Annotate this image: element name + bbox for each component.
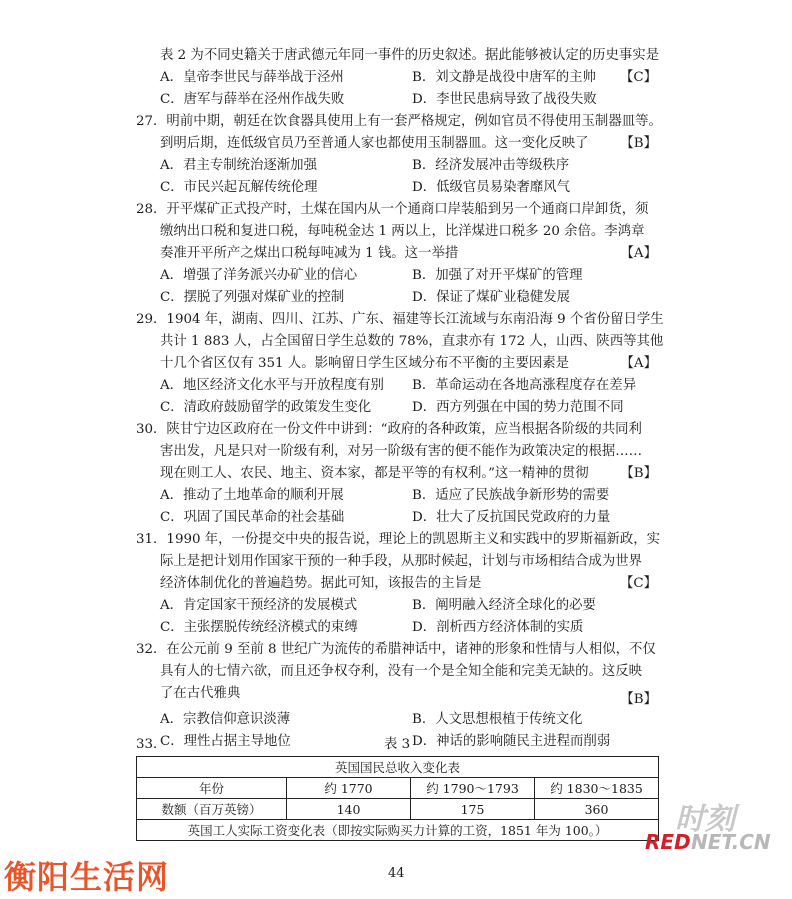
q32-line-2: 具有人的七情六欲，而且还争权夺利，没有一个是全知全能和完美无缺的。这反映: [160, 664, 643, 679]
q31-option-d: D．剖析西方经济体制的实质: [412, 620, 584, 635]
q26-option-a: A．皇帝李世民与薛举战于泾州: [160, 70, 344, 85]
table-header-cell: 约 1770: [287, 778, 411, 799]
q30-line-1: 30．陕甘宁边区政府在一份文件中讲到：“政府的各种政策，应当根据各阶级的共同利: [136, 422, 642, 437]
watermark-red-text: RED: [645, 830, 691, 854]
q26-stem: 表 2 为不同史籍关于唐武德元年同一事件的历史叙述。据此能够被认定的历史事实是: [160, 48, 660, 63]
q26-option-d: D．李世民患病导致了战役失败: [412, 92, 597, 107]
q31-line-2: 际上是把计划用作国家干预的一种手段，从那时候起，计划与市场相结合成为世界: [160, 554, 643, 569]
q31-option-b: B．阐明融入经济全球化的必要: [412, 598, 596, 613]
q31-line-1: 31．1990 年，一份提交中央的报告说，理论上的凯恩斯主义和实践中的罗斯福新政，实: [136, 532, 661, 547]
table-cell: 140: [287, 799, 411, 820]
table-header-row: [137, 778, 659, 799]
table-cell: 数额（百万英镑）: [137, 799, 287, 820]
q28-line-2: 缴纳出口税和复进口税，每吨税金达 1 两以上，比洋煤进口税多 20 余倍。李鸿章: [160, 224, 645, 239]
q28-option-d: D．保证了煤矿业稳健发展: [412, 290, 571, 305]
q30-line-3: 现在则工人、农民、地主、资本家，都是平等的有权利。”这一精神的贯彻: [160, 466, 589, 481]
table-title: 英国国民总收入变化表: [137, 757, 659, 778]
table-header-cell: 约 1830～1835: [535, 778, 659, 799]
watermark-logo-right: [645, 794, 775, 864]
q28-option-c: C．摆脱了列强对煤矿业的控制: [160, 290, 345, 305]
q31-line-3: 经济体制优化的普遍趋势。据此可知，该报告的主旨是: [160, 576, 482, 591]
q27-option-b: B．经济发展冲击等级秩序: [412, 158, 570, 173]
watermark-script-text: 时刻: [675, 802, 735, 837]
q28-answer: 【A】: [620, 246, 657, 261]
q31-answer: 【C】: [619, 576, 657, 591]
q30-option-d: D．壮大了反抗国民党政府的力量: [412, 510, 611, 525]
table-row: [137, 799, 659, 820]
q30-option-a: A．推动了土地革命的顺利开展: [160, 488, 344, 503]
q29-line-2: 共计 1 883 人，占全国留日学生总数的 78%，直隶亦有 172 人，山西、陕西等其他: [160, 334, 664, 349]
wage-table-title: 英国工人实际工资变化表（即按实际购买力计算的工资，1851 年为 100。）: [137, 820, 659, 841]
q26-option-c: C．唐军与薛举在泾州作战失败: [160, 92, 345, 107]
q29-option-b: B．革命运动在各地高涨程度存在差异: [412, 378, 637, 393]
q29-option-d: D．西方列强在中国的势力范围不同: [412, 400, 624, 415]
q32-line-3: 了在古代雅典: [160, 686, 241, 701]
q27-answer: 【B】: [620, 136, 657, 151]
q32-option-c: C．理性占据主导地位: [160, 734, 291, 749]
q30-line-2: 害出发，凡是只对一阶级有利，对另一阶级有害的便不能作为政策决定的根据……: [160, 444, 643, 459]
table-caption: 表 3: [384, 737, 411, 752]
q29-line-3: 十几个省区仅有 351 人。影响留日学生区域分布不平衡的主要因素是: [160, 356, 570, 371]
q33-number: 33．: [136, 737, 167, 752]
q28-option-a: A．增强了洋务派兴办矿业的信心: [160, 268, 358, 283]
q27-option-c: C．市民兴起瓦解传统伦理: [160, 180, 318, 195]
q31-option-c: C．主张摆脱传统经济模式的束缚: [160, 620, 358, 635]
q28-line-1: 28．开平煤矿正式投产时，土煤在国内从一个通商口岸装船到另一个通商口岸卸货，须: [136, 202, 649, 217]
q27-line-1: 27．明前中期，朝廷在饮食器具使用上有一套严格规定，例如官员不得使用玉制器皿等。: [136, 114, 662, 129]
q27-line-2: 到明后期，连低级官员乃至普通人家也都使用玉制器皿。这一变化反映了: [160, 136, 589, 151]
table-cell: 175: [411, 799, 535, 820]
q26-answer: 【C】: [619, 70, 657, 85]
q29-option-a: A．地区经济文化水平与开放程度有别: [160, 378, 384, 393]
q32-line-1: 32．在公元前 9 至前 8 世纪广为流传的希腊神话中，诸神的形象和性情与人相似，不仅: [136, 642, 656, 657]
q26-option-b: B．刘文静是战役中唐军的主帅: [412, 70, 596, 85]
table-cell: 360: [535, 799, 659, 820]
q28-line-3: 奏准开平所产之煤出口税每吨减为 1 钱。这一举措: [160, 246, 459, 261]
q27-option-d: D．低级官员易染奢靡风气: [412, 180, 571, 195]
q31-option-a: A．肯定国家干预经济的发展模式: [160, 598, 358, 613]
q32-option-d: D．神话的影响随民主进程而削弱: [412, 734, 611, 749]
q29-option-c: C．清政府鼓励留学的政策发生变化: [160, 400, 372, 415]
page-number: 44: [388, 866, 405, 881]
q29-answer: 【A】: [620, 356, 657, 371]
q32-answer: 【B】: [620, 692, 657, 707]
income-table: [136, 756, 659, 841]
watermark-logo-left: 衡阳生活网: [4, 858, 170, 896]
q29-line-1: 29．1904 年，湖南、四川、江苏、广东、福建等长江流域与东南沿海 9 个省份留日学生: [136, 312, 664, 327]
watermark-grey-text: NET.CN: [691, 830, 771, 854]
q27-option-a: A．君主专制统治逐渐加强: [160, 158, 317, 173]
table-header-cell: 年份: [137, 778, 287, 799]
q32-option-b: B．人文思想根植于传统文化: [412, 712, 583, 727]
table-header-cell: 约 1790～1793: [411, 778, 535, 799]
q30-option-c: C．巩固了国民革命的社会基础: [160, 510, 345, 525]
q30-answer: 【B】: [620, 466, 657, 481]
q30-option-b: B．适应了民族战争新形势的需要: [412, 488, 610, 503]
q28-option-b: B．加强了对开平煤矿的管理: [412, 268, 583, 283]
q32-option-a: A．宗教信仰意识淡薄: [160, 712, 291, 727]
